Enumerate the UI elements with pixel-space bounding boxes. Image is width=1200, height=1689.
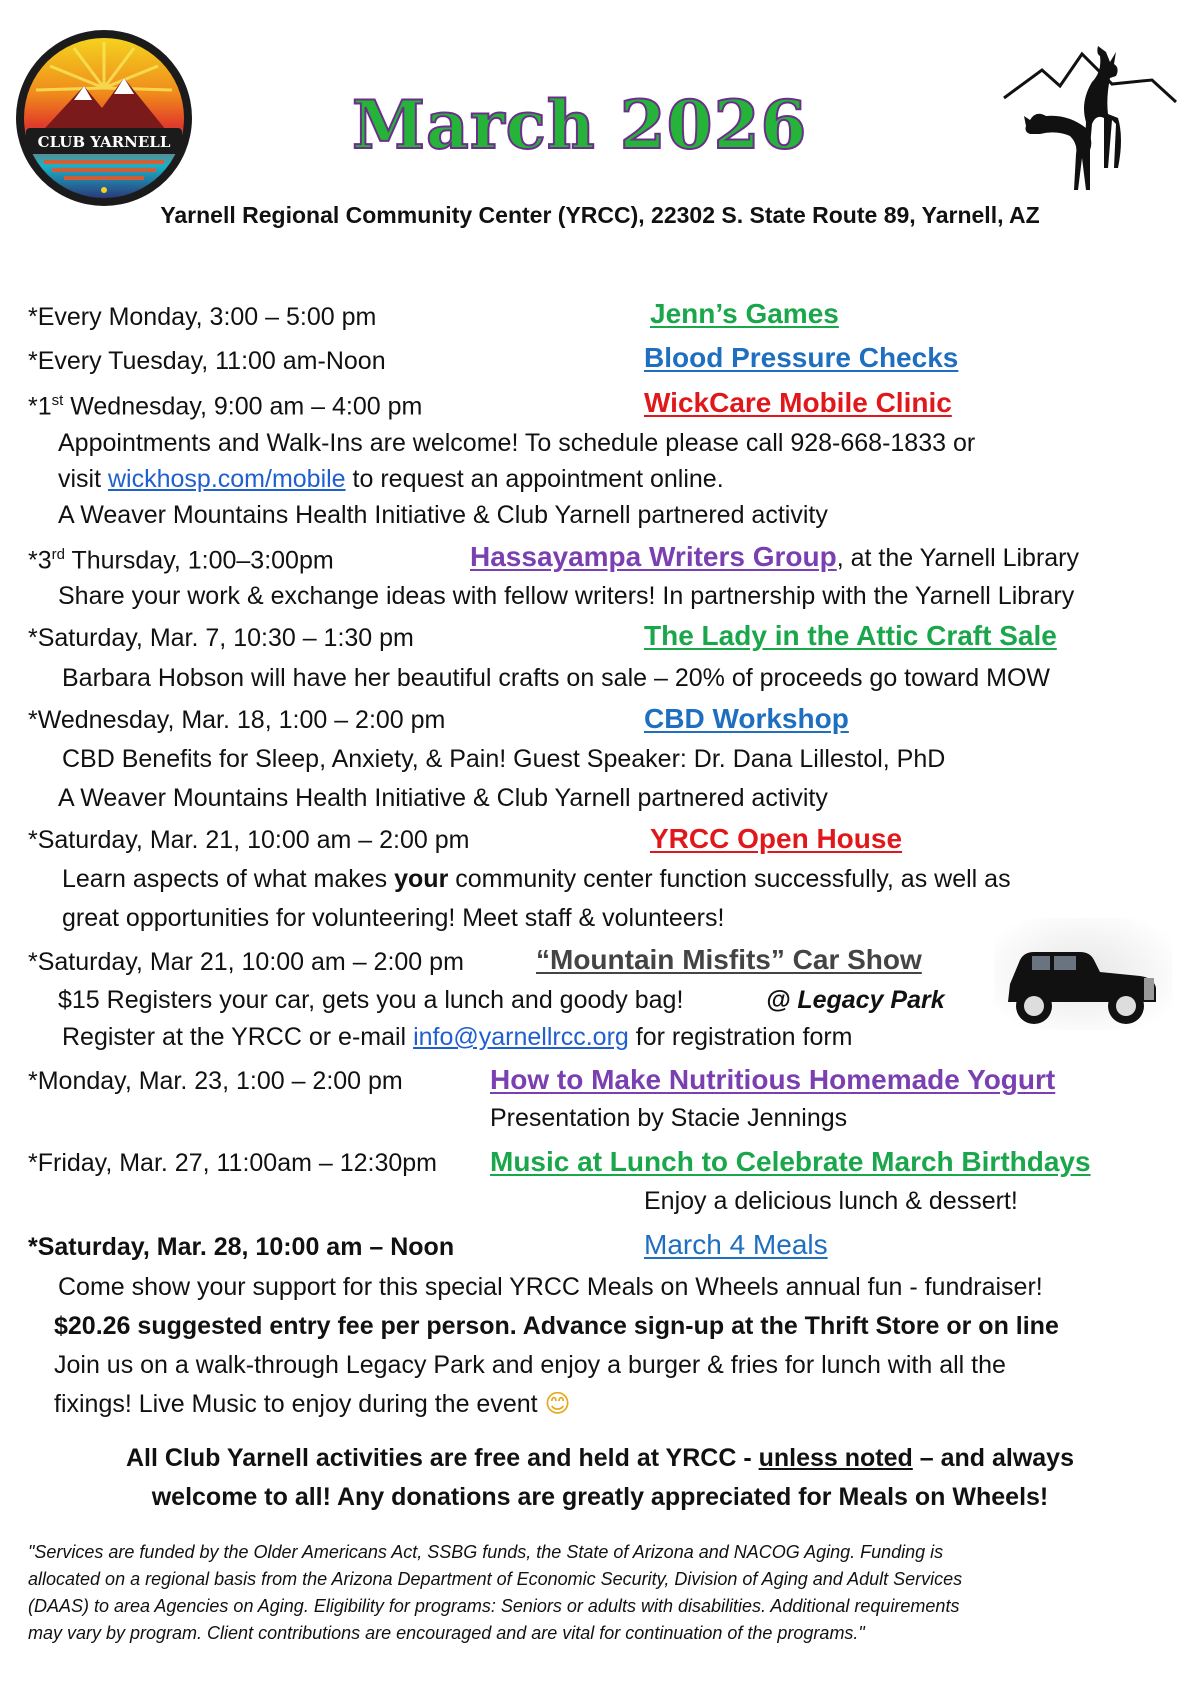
page-title: March 2026 (352, 86, 808, 164)
event-9-when: *Monday, Mar. 23, 1:00 – 2:00 pm (28, 1067, 403, 1095)
event-11-title[interactable]: March 4 Meals (644, 1229, 828, 1260)
event-4-ordinal: rd (51, 546, 65, 563)
event-8-detail-2: Register at the YRCC or e-mail info@yarnellrcc.org for registration form (62, 1023, 853, 1051)
event-7-detail-1: Learn aspects of what makes your community center function successfully, as well as (62, 865, 1011, 893)
event-7-emphasis: your (394, 865, 449, 893)
event-6-when: *Wednesday, Mar. 18, 1:00 – 2:00 pm (28, 706, 446, 734)
event-8-detail-1: $15 Registers your car, gets you a lunch and goody bag! (58, 986, 684, 1014)
event-5-detail-1: Barbara Hobson will have her beautiful crafts on sale – 20% of proceeds go toward MOW (62, 664, 1051, 692)
event-3-ordinal: st (51, 392, 64, 409)
event-3-when: *1st Wednesday, 9:00 am – 4:00 pm (28, 392, 423, 421)
event-4-when: *3rd Thursday, 1:00–3:00pm (28, 546, 334, 575)
footer-note-1: All Club Yarnell activities are free and held at YRCC - unless noted – and always (125, 1444, 1074, 1472)
event-10-when: *Friday, Mar. 27, 11:00am – 12:30pm (28, 1149, 438, 1177)
event-9-title[interactable]: How to Make Nutritious Homemade Yogurt (490, 1064, 1056, 1095)
event-3-detail-2: visit wickhosp.com/mobile to request an appointment online. (58, 465, 724, 493)
email-link[interactable]: info@yarnellrcc.org (413, 1023, 629, 1051)
event-5-when: *Saturday, Mar. 7, 10:30 – 1:30 pm (28, 624, 414, 652)
club-yarnell-logo (14, 28, 194, 208)
event-3-detail-3: A Weaver Mountains Health Initiative & Club Yarnell partnered activity (58, 501, 828, 529)
event-11-detail-2: $20.26 suggested entry fee per person. Advance sign-up at the Thrift Store or on line (54, 1312, 1059, 1340)
event-11-detail-3: Join us on a walk-through Legacy Park and enjoy a burger & fries for lunch with all the (54, 1351, 1006, 1379)
event-6-detail-1: CBD Benefits for Sleep, Anxiety, & Pain! Guest Speaker: Dr. Dana Lillestol, PhD (62, 745, 946, 773)
event-11-detail-1: Come show your support for this special YRCC Meals on Wheels annual fun - fundraiser! (58, 1273, 1043, 1301)
event-6-title[interactable]: CBD Workshop (644, 703, 849, 734)
event-2-when: *Every Tuesday, 11:00 am-Noon (28, 347, 386, 375)
event-1-title[interactable]: Jenn’s Games (650, 298, 839, 329)
event-3-title[interactable]: WickCare Mobile Clinic (644, 387, 952, 418)
event-7-detail-2: great opportunities for volunteering! Meet staff & volunteers! (62, 904, 725, 932)
event-8-title[interactable]: “Mountain Misfits” Car Show (536, 944, 922, 975)
event-11-when: *Saturday, Mar. 28, 10:00 am – Noon (28, 1233, 455, 1261)
event-9-detail-1: Presentation by Stacie Jennings (490, 1104, 848, 1132)
event-8-when: *Saturday, Mar 21, 10:00 am – 2:00 pm (28, 948, 464, 976)
event-3-detail-1: Appointments and Walk-Ins are welcome! To schedule please call 928-668-1833 or (58, 429, 976, 457)
event-4-title-wrap (470, 541, 1079, 573)
funding-disclaimer-4: may vary by program. Client contributions are encouraged and are vital for continuation of the programs." (28, 1623, 865, 1643)
event-4-detail-1: Share your work & exchange ideas with fellow writers! In partnership with the Yarnell Library (58, 582, 1075, 610)
classic-car-photo (994, 918, 1172, 1030)
footer-note-2: welcome to all! Any donations are greatly appreciated for Meals on Wheels! (151, 1483, 1049, 1511)
event-4-location: , at the Yarnell Library (836, 544, 1079, 572)
event-1-when: *Every Monday, 3:00 – 5:00 pm (28, 303, 377, 331)
event-10-title[interactable]: Music at Lunch to Celebrate March Birthdays (490, 1146, 1091, 1177)
unless-noted: unless noted (758, 1444, 913, 1472)
event-11-detail-4: fixings! Live Music to enjoy during the event 😊 (54, 1390, 571, 1418)
deer-mountain-illustration (1002, 40, 1178, 190)
svg-text:CLUB YARNELL: CLUB YARNELL (37, 133, 171, 151)
event-6-detail-2: A Weaver Mountains Health Initiative & Club Yarnell partnered activity (58, 784, 828, 812)
event-4-title[interactable]: Hassayampa Writers Group (470, 541, 837, 572)
event-10-detail-1: Enjoy a delicious lunch & dessert! (644, 1187, 1018, 1215)
wickhosp-link[interactable]: wickhosp.com/mobile (108, 465, 346, 493)
funding-disclaimer-2: allocated on a regional basis from the Arizona Department of Economic Security, Division of Aging and Adult Services (28, 1569, 963, 1589)
event-7-when: *Saturday, Mar. 21, 10:00 am – 2:00 pm (28, 826, 470, 854)
funding-disclaimer-3: (DAAS) to area Agencies on Aging. Eligibility for programs: Seniors or adults with disabilities. Additional requirements (28, 1596, 960, 1616)
event-5-title[interactable]: The Lady in the Attic Craft Sale (644, 620, 1057, 651)
smiley-icon: 😊 (544, 1390, 571, 1418)
event-2-title[interactable]: Blood Pressure Checks (644, 342, 959, 373)
address-line: Yarnell Regional Community Center (YRCC), 22302 S. State Route 89, Yarnell, AZ (160, 202, 1040, 228)
event-8-venue: @ Legacy Park (766, 986, 945, 1014)
event-7-title[interactable]: YRCC Open House (650, 823, 903, 854)
funding-disclaimer-1: "Services are funded by the Older Americans Act, SSBG funds, the State of Arizona and NACOG Aging. Funding is (28, 1542, 944, 1562)
